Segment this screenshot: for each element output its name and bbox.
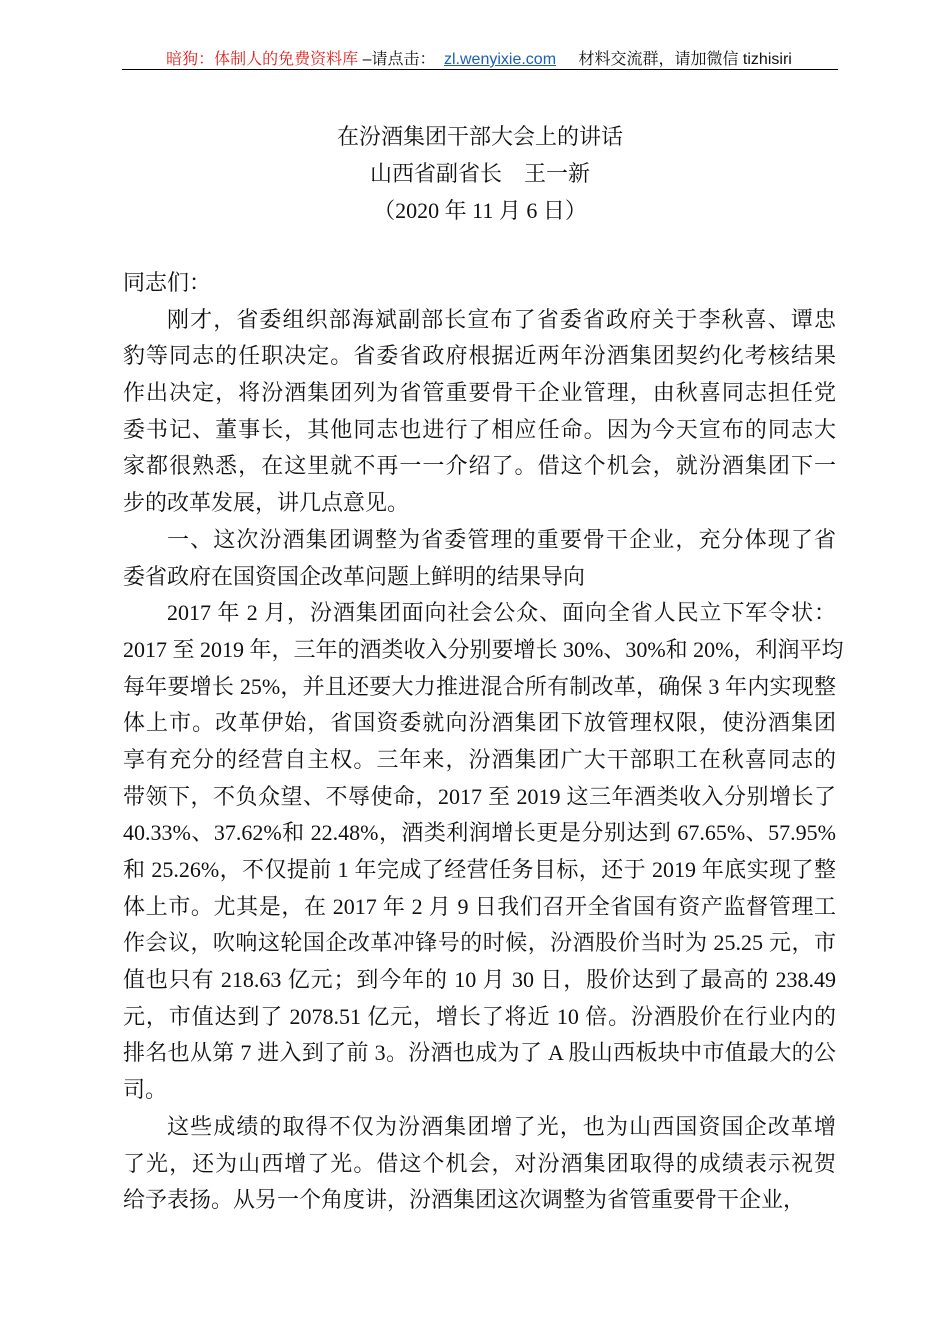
paragraph-line: 和 25.26%，不仅提前 1 年完成了经营任务目标，还于 2019 年底实现了整: [123, 857, 836, 882]
header-brand: 暗狗：体制人的免费资料库: [166, 51, 359, 68]
paragraph-line: 享有充分的经营自主权。三年来，汾酒集团广大干部职工在秋喜同志的: [123, 746, 836, 772]
paragraph-line: 委省政府在国资国企改革问题上鲜明的结果导向: [123, 563, 586, 589]
paragraph-line: 带领下，不负众望、不辱使命，2017 至 2019 这三年酒类收入分别增长了: [123, 783, 836, 809]
document-body: [123, 265, 844, 1219]
speaker: 山西省副省长 王一新: [369, 161, 590, 186]
paragraph-line: 一、这次汾酒集团调整为省委管理的重要骨干企业，充分体现了省: [167, 526, 836, 552]
header-link[interactable]: zl.wenyixie.com: [444, 51, 557, 68]
paragraph-line: 40.33%、37.62%和 22.48%，酒类利润增长更是分别达到 67.65%、57.95%: [123, 820, 836, 846]
paragraph-line: 豹等同志的任职决定。省委省政府根据近两年汾酒集团契约化考核结果: [123, 343, 836, 369]
header-prompt: –请点击：: [362, 51, 436, 68]
paragraph-line: 司。: [123, 1077, 168, 1103]
paragraph-line: 体上市。改革伊始，省国资委就向汾酒集团下放管理权限，使汾酒集团: [123, 710, 836, 736]
date: （2020 年 11 月 6 日）: [373, 198, 587, 223]
paragraph-line: 作出决定，将汾酒集团列为省管重要骨干企业管理，由秋喜同志担任党: [123, 380, 836, 406]
paragraph-line: 给予表扬。从另一个角度讲，汾酒集团这次调整为省管重要骨干企业，: [123, 1187, 806, 1213]
paragraph-line: 家都很熟悉，在这里就不再一一介绍了。借这个机会，就汾酒集团下一: [123, 453, 836, 479]
paragraph-line: 值也只有 218.63 亿元；到今年的 10 月 30 日，股价达到了最高的 238.49: [123, 967, 836, 993]
title-block: [122, 118, 838, 229]
paragraph-line: 元，市值达到了 2078.51 亿元，增长了将近 10 倍。汾酒股价在行业内的: [123, 1003, 836, 1029]
paragraph-line: 了光，还为山西增了光。借这个机会，对汾酒集团取得的成绩表示祝贺: [123, 1150, 836, 1176]
paragraph-line: 2017 年 2 月，汾酒集团面向社会公众、面向全省人民立下军令状：: [167, 600, 836, 626]
header-divider: [122, 69, 838, 70]
page-header: [120, 46, 838, 69]
paragraph-line: 作会议，吹响这轮国企改革冲锋号的时候，汾酒股价当时为 25.25 元，市: [123, 930, 836, 956]
paragraph-line: 这些成绩的取得不仅为汾酒集团增了光，也为山西国资国企改革增: [167, 1113, 836, 1139]
header-note: 材料交流群，请加微信 tizhisiri: [578, 51, 792, 68]
paragraph-line: 步的改革发展，讲几点意见。: [123, 490, 410, 516]
paragraph-line: 排名也从第 7 进入到了前 3。汾酒也成为了 A 股山西板块中市值最大的公: [123, 1040, 836, 1066]
paragraph-line: 每年要增长 25%，并且还要大力推进混合所有制改革，确保 3 年内实现整: [123, 673, 836, 699]
paragraph-line: 2017 至 2019 年，三年的酒类收入分别要增长 30%、30%和 20%，利润平均: [123, 636, 844, 662]
paragraph-line: 刚才，省委组织部海斌副部长宣布了省委省政府关于李秋喜、谭忠: [167, 306, 836, 332]
paragraph-line: 委书记、董事长，其他同志也进行了相应任命。因为今天宣布的同志大: [123, 416, 836, 442]
paragraph-line: 体上市。尤其是，在 2017 年 2 月 9 日我们召开全省国有资产监督管理工: [123, 893, 836, 919]
greeting: 同志们：: [123, 270, 212, 295]
document-title: 在汾酒集团干部大会上的讲话: [336, 124, 623, 149]
